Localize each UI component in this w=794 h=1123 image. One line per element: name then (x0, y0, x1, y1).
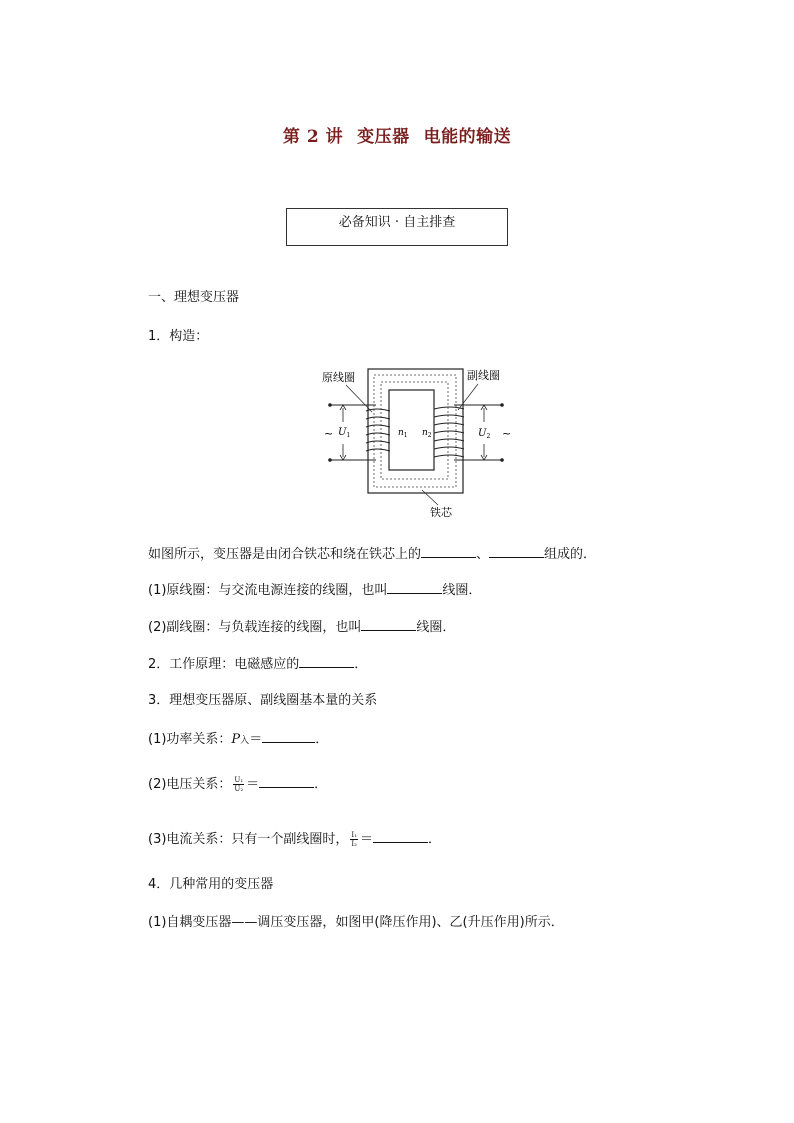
answer-blank[interactable] (373, 830, 428, 843)
secondary-coil-label: 副线圈 (467, 369, 500, 382)
heading-ideal-transformer: 一、理想变压器 (148, 290, 240, 305)
n2-label: $n_2$ (422, 428, 432, 439)
answer-blank[interactable] (421, 545, 476, 558)
flux-path-inner (381, 382, 448, 479)
primary-coil-label: 原线圈 (322, 371, 355, 384)
item-common-transformers: 4．几种常用的变压器 (148, 877, 274, 892)
primary-terminal-bottom (328, 458, 332, 462)
answer-blank[interactable] (361, 618, 416, 631)
n1-label: $n_1$ (398, 428, 408, 439)
title-power-transmission: 电能的输送 (423, 127, 512, 147)
ac-symbol-right: ~ (502, 427, 512, 440)
voltage-relation: (2)电压关系： $\frac{\text{U₁}}{\text{U₂}}$ ＝ ． (148, 776, 328, 793)
answer-blank[interactable] (299, 655, 354, 668)
transformer-diagram (318, 362, 514, 522)
primary-terminal-top (328, 403, 332, 407)
core-label: 铁芯 (430, 506, 452, 519)
primary-coil (366, 409, 390, 451)
secondary-terminal-bottom (500, 458, 504, 462)
current-relation: (3)电流关系：只有一个副线圈时， $\frac{\text{I₁}}{\text{I₂}}$ ＝ ． (148, 831, 442, 848)
secondary-coil-definition: (2)副线圈：与负载连接的线圈，也叫 线圈． (148, 620, 456, 635)
voltage-fraction: $\frac{\text{U₁}}{\text{U₂}}$ (234, 776, 244, 793)
title-transformer: 变压器 (357, 127, 410, 147)
u2-label: $U_2$ (478, 428, 491, 440)
answer-blank[interactable] (259, 775, 314, 788)
item-basic-relations: 3．理想变压器原、副线圈基本量的关系 (148, 693, 378, 708)
power-relation: (1)功率关系：P入＝ ． (148, 732, 329, 747)
item-structure: 1．构造： (148, 329, 209, 344)
figure-description: 如图所示，变压器是由闭合铁芯和绕在铁芯上的 、 组成的． (148, 547, 597, 562)
u1-label: $U_1$ (338, 427, 351, 439)
ac-symbol-left: ~ (324, 427, 334, 440)
current-fraction: $\frac{\text{I₁}}{\text{I₂}}$ (351, 831, 357, 848)
section-heading-box: 必备知识 · 自主排查 (286, 208, 508, 246)
secondary-coil (434, 407, 464, 457)
working-principle: 2．工作原理：电磁感应的 ． (148, 657, 368, 672)
secondary-terminal-top (500, 403, 504, 407)
answer-blank[interactable] (387, 581, 442, 594)
answer-blank[interactable] (489, 545, 544, 558)
primary-coil-definition: (1)原线圈：与交流电源连接的线圈，也叫 线圈． (148, 583, 482, 598)
title-lesson-number: 第 2 讲 (282, 127, 344, 147)
autotransformer-description: (1)自耦变压器——调压变压器，如图甲(降压作用)、乙(升压作用)所示． (148, 915, 564, 930)
page-title (0, 122, 794, 147)
answer-blank[interactable] (262, 730, 315, 743)
